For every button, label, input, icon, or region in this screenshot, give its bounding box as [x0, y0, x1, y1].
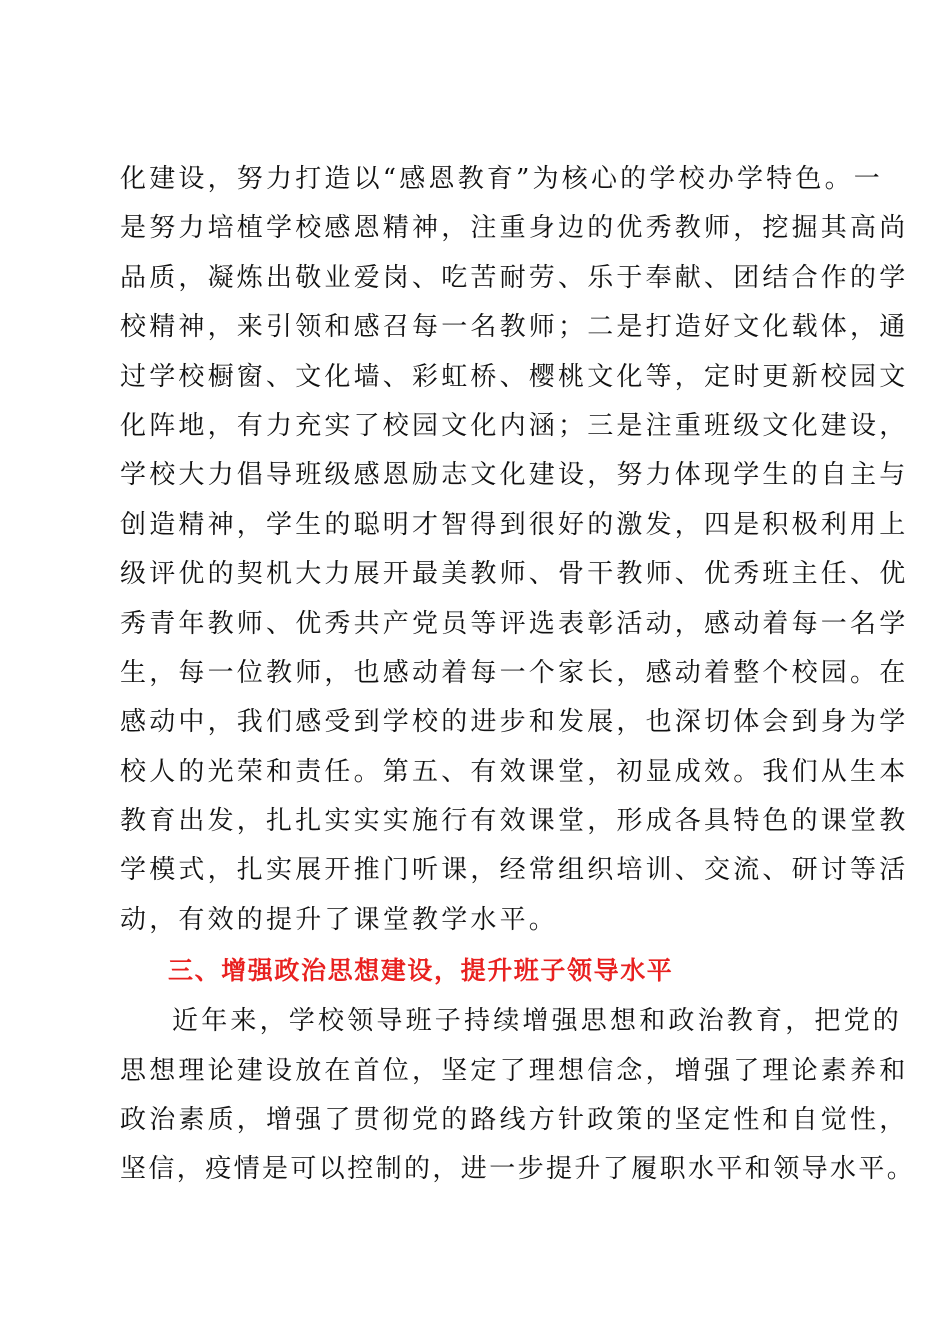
paragraph-line: 坚信，疫情是可以控制的，进一步提升了履职水平和领导水平。 [120, 1154, 916, 1185]
section-heading: 三、增强政治思想建设，提升班子领导水平 [168, 956, 674, 986]
paragraph-line: 创造精神，学生的聪明才智得到很好的激发，四是积极利用上 [120, 509, 909, 540]
paragraph-line: 是努力培植学校感恩精神，注重身边的优秀教师，挖掘其高尚 [120, 213, 909, 244]
paragraph-line: 秀青年教师、优秀共产党员等评选表彰活动，感动着每一名学 [120, 608, 909, 639]
paragraph-line: 过学校橱窗、文化墙、彩虹桥、樱桃文化等，定时更新校园文 [120, 361, 909, 392]
paragraph-line: 生，每一位教师，也感动着每一个家长，感动着整个校园。在 [120, 657, 909, 688]
paragraph-line: 思想理论建设放在首位，坚定了理想信念，增强了理论素养和 [120, 1055, 909, 1086]
paragraph-line: 品质，凝炼出敬业爱岗、吃苦耐劳、乐于奉献、团结合作的学 [120, 262, 909, 293]
paragraph-line: 级评优的契机大力展开最美教师、骨干教师、优秀班主任、优 [120, 559, 909, 590]
paragraph-line: 动，有效的提升了课堂教学水平。 [120, 904, 559, 935]
paragraph-line: 感动中，我们感受到学校的进步和发展，也深切体会到身为学 [120, 707, 909, 738]
paragraph-line: 学校大力倡导班级感恩励志文化建设，努力体现学生的自主与 [120, 460, 909, 491]
paragraph-line: 教育出发，扎扎实实实施行有效课堂，形成各具特色的课堂教 [120, 806, 909, 837]
body-text [120, 155, 916, 1195]
paragraph-line: 近年来，学校领导班子持续增强思想和政治教育，把党的 [172, 1006, 903, 1037]
paragraph-line: 校精神，来引领和感召每一名教师；二是打造好文化载体，通 [120, 312, 909, 343]
paragraph-line: 学模式，扎实展开推门听课，经常组织培训、交流、研讨等活 [120, 855, 909, 886]
paragraph-line: 校人的光荣和责任。第五、有效课堂，初显成效。我们从生本 [120, 756, 909, 787]
paragraph-line: 化阵地，有力充实了校园文化内涵；三是注重班级文化建设， [120, 410, 909, 441]
paragraph-line: 政治素质，增强了贯彻党的路线方针政策的坚定性和自觉性， [120, 1105, 909, 1136]
paragraph-line: 化建设，努力打造以“感恩教育”为核心的学校办学特色。一 [120, 164, 883, 194]
